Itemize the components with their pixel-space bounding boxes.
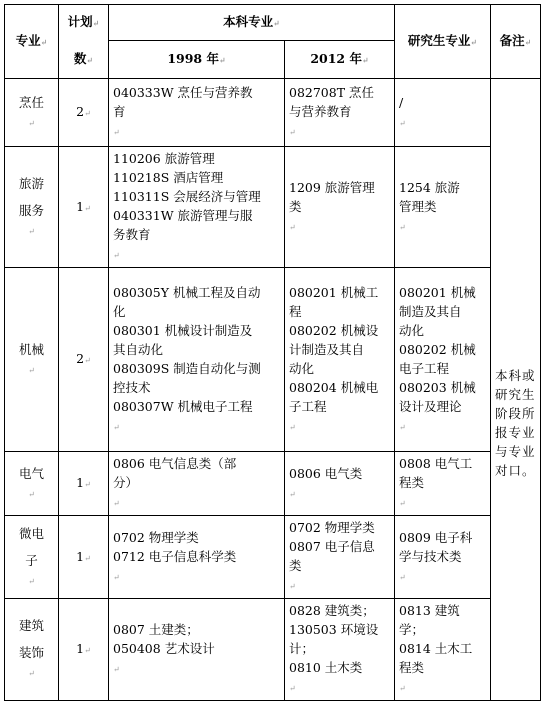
- cell-line: 务教育: [113, 227, 151, 242]
- cell-line: 类: [289, 558, 302, 573]
- remark-empty: [491, 79, 541, 147]
- cell-line: 计制造及其自: [289, 341, 365, 357]
- cell-line: 子工程: [289, 398, 327, 414]
- remark-cell: [491, 147, 541, 701]
- cell-plan: 1↵: [59, 452, 109, 516]
- cell-line: 分）: [113, 475, 139, 490]
- cell-line: 制造及其自: [399, 303, 462, 319]
- cell-line: 类: [289, 198, 302, 214]
- header-undergrad: 本科专业↵: [109, 5, 395, 41]
- table-row: [5, 79, 541, 147]
- cell-value: 1: [76, 475, 85, 490]
- cell-line: 110206 旅游管理: [113, 151, 215, 166]
- cell-line: 其自动化: [113, 341, 164, 357]
- table-row: [5, 516, 541, 599]
- cell-grad: / ↵: [395, 79, 491, 147]
- cell-u1998: 0702 物理学类 0712 电子信息科学类 ↵: [109, 516, 285, 599]
- cell-line: 建筑: [18, 618, 44, 633]
- cell-u1998: 0806 电气信息类（部 分） ↵: [109, 452, 285, 516]
- cell-line: 0807 电子信息: [289, 539, 375, 554]
- cell-plan: 1↵: [59, 599, 109, 701]
- header-plan-bottom: 数↵: [59, 41, 109, 79]
- header-2012: 2012 年↵: [285, 41, 395, 79]
- cell-line: 控技术: [113, 379, 151, 395]
- cell-line: 082708T 烹任: [289, 85, 375, 100]
- remark-text: 本科或研究生阶段所报专业与专业对口。: [495, 368, 536, 479]
- header-remark: 备注↵: [491, 5, 541, 79]
- cell-line: 程类: [399, 660, 425, 675]
- cell-value: 2: [76, 104, 85, 119]
- cell-u1998: 0807 土建类； 050408 艺术设计 ↵: [109, 599, 285, 701]
- cell-line: 旅游: [18, 175, 44, 191]
- cell-line: 动化: [399, 322, 425, 338]
- table-row: [5, 599, 541, 701]
- cell-line: 装饰: [18, 645, 44, 660]
- cell-line: 程类: [399, 475, 425, 490]
- cell-line: 080203 机械: [399, 379, 476, 395]
- cell-line: 0702 物理学类: [113, 529, 199, 545]
- cell-line: 080204 机械电: [289, 379, 379, 395]
- cell-line: 烹任: [18, 94, 44, 110]
- cell-line: 0810 土木类: [289, 660, 363, 675]
- cell-grad: 0809 电子科 学与技术类 ↵: [395, 516, 491, 599]
- cell-line: 0807 土建类；: [113, 622, 199, 637]
- cell-line: 0712 电子信息科学类: [113, 548, 237, 564]
- cell-line: 0809 电子科: [399, 529, 473, 545]
- cell-grad: 1254 旅游 管理类 ↵: [395, 147, 491, 268]
- cell-line: 计；: [289, 641, 315, 656]
- cell-value: 1: [76, 548, 85, 564]
- cell-value: 2: [76, 351, 85, 366]
- cell-plan: 1↵: [59, 516, 109, 599]
- cell-line: 动化: [289, 360, 315, 376]
- cell-line: 1209 旅游管理: [289, 179, 375, 195]
- cell-grad: 0808 电气工 程类 ↵: [395, 452, 491, 516]
- cell-line: 0808 电气工: [399, 456, 473, 471]
- cell-line: /: [399, 94, 404, 110]
- cell-line: 育: [113, 104, 126, 119]
- cell-major: 电气 ↵: [5, 452, 59, 516]
- cell-u2012: 0828 建筑类； 130503 环境设 计； 0810 土木类 ↵: [285, 599, 395, 701]
- cell-line: 080307W 机械电子工程: [113, 398, 253, 414]
- header-1998: 1998 年↵: [109, 41, 285, 79]
- cell-line: 050408 艺术设计: [113, 641, 215, 656]
- header-graduate: 研究生专业↵: [395, 5, 491, 79]
- cell-line: 0806 电气类: [289, 465, 363, 481]
- cell-line: 080201 机械: [399, 284, 476, 300]
- cell-line: 1254 旅游: [399, 179, 460, 195]
- cell-line: 0814 土木工: [399, 641, 473, 656]
- cell-plan: 2↵: [59, 268, 109, 452]
- header-plan-top: 计划↵: [59, 5, 109, 41]
- cell-line: 微电: [18, 525, 44, 541]
- cell-plan: 2↵: [59, 79, 109, 147]
- cell-line: 0828 建筑类；: [289, 603, 375, 618]
- cell-line: 080309S 制造自动化与测: [113, 360, 261, 376]
- cell-line: 学；: [399, 622, 425, 637]
- cell-line: 服务: [18, 202, 44, 218]
- cell-line: 0702 物理学类: [289, 520, 375, 535]
- cell-major: 微电 子 ↵: [5, 516, 59, 599]
- cell-line: 程: [289, 303, 302, 319]
- cell-value: 1: [76, 198, 85, 214]
- cell-line: 040333W 烹任与营养教: [113, 85, 253, 100]
- cell-line: 0813 建筑: [399, 603, 460, 618]
- cell-line: 学与技术类: [399, 548, 462, 564]
- cell-line: 110311S 会展经济与管理: [113, 189, 261, 204]
- cell-plan: 1↵: [59, 147, 109, 268]
- cell-line: 040331W 旅游管理与服: [113, 208, 253, 223]
- cell-line: 子: [25, 552, 38, 568]
- major-table: [4, 4, 541, 701]
- cell-u1998: 040333W 烹任与营养教 育 ↵: [109, 79, 285, 147]
- cell-line: 080201 机械工: [289, 284, 379, 300]
- cell-major: 建筑 装饰 ↵: [5, 599, 59, 701]
- cell-line: 机械: [18, 341, 44, 357]
- cell-u2012: 0806 电气类 ↵: [285, 452, 395, 516]
- table-row: [5, 268, 541, 452]
- cell-line: 080202 机械: [399, 341, 476, 357]
- cell-u1998: 110206 旅游管理 110218S 酒店管理 110311S 会展经济与管理 040331W 旅游管理与服 务教育 ↵: [109, 147, 285, 268]
- cell-value: 1: [76, 641, 85, 656]
- cell-major: 机械 ↵: [5, 268, 59, 452]
- cell-line: 130503 环境设: [289, 622, 379, 637]
- cell-line: 化: [113, 303, 126, 319]
- cell-u2012: 1209 旅游管理 类 ↵: [285, 147, 395, 268]
- cell-line: 管理类: [399, 198, 437, 214]
- cell-line: 设计及理论: [399, 398, 462, 414]
- cell-major: 烹任 ↵: [5, 79, 59, 147]
- table-row: [5, 147, 541, 268]
- header-major: 专业↵: [5, 5, 59, 79]
- cell-u2012: 0702 物理学类 0807 电子信息 类 ↵: [285, 516, 395, 599]
- cell-grad: 0813 建筑 学； 0814 土木工 程类 ↵: [395, 599, 491, 701]
- cell-line: 电气: [18, 465, 44, 481]
- cell-line: 110218S 酒店管理: [113, 170, 224, 185]
- cell-line: 080202 机械设: [289, 322, 379, 338]
- cell-u1998: 080305Y 机械工程及自动 化 080301 机械设计制造及 其自动化 080309S 制造自动化与测 控技术 080307W 机械电子工程 ↵: [109, 268, 285, 452]
- cell-line: 与营养教育: [289, 104, 352, 119]
- cell-u2012: 082708T 烹任 与营养教育 ↵: [285, 79, 395, 147]
- cell-grad: 080201 机械 制造及其自 动化 080202 机械 电子工程 080203 机械 设计及理论 ↵: [395, 268, 491, 452]
- cell-line: 080301 机械设计制造及: [113, 322, 253, 338]
- table-row: [5, 452, 541, 516]
- cell-major: 旅游 服务 ↵: [5, 147, 59, 268]
- cell-line: 电子工程: [399, 360, 450, 376]
- cell-line: 0806 电气信息类（部: [113, 456, 237, 471]
- cell-u2012: 080201 机械工 程 080202 机械设 计制造及其自 动化 080204 机械电 子工程 ↵: [285, 268, 395, 452]
- cell-line: 080305Y 机械工程及自动: [113, 284, 261, 300]
